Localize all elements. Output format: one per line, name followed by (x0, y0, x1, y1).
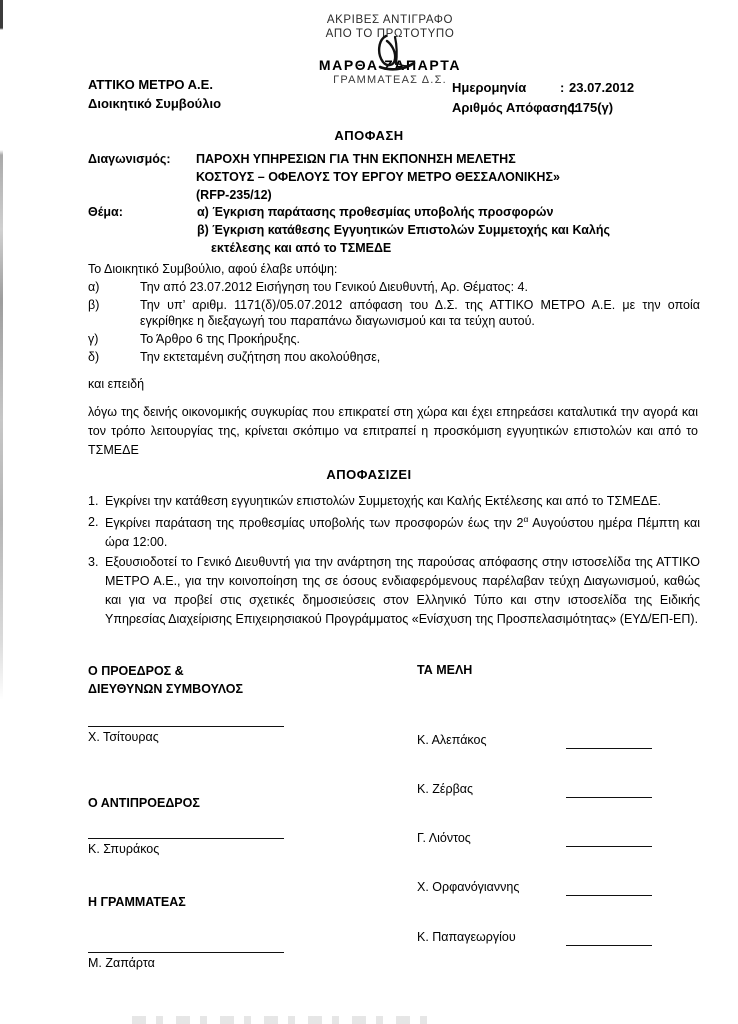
secretary-signature-line (88, 952, 284, 953)
member-signature-line (566, 895, 652, 896)
document-meta-block (452, 78, 634, 117)
decision-item-marker: 2. (88, 514, 99, 529)
theme-row-b (88, 222, 698, 240)
subject-block (88, 151, 698, 258)
preamble-item (88, 349, 700, 366)
member-signature-line (566, 748, 652, 749)
member-row (417, 782, 657, 796)
competition-line-2: ΚΟΣΤΟΥΣ – ΟΦΕΛΟΥΣ ΤΟΥ ΕΡΓΟΥ ΜΕΤΡΟ ΘΕΣΣΑΛΟΝΙΚΗΣ» (196, 169, 560, 184)
page-title: ΑΠΟΦΑΣΗ (334, 128, 404, 143)
date-label: Ημερομηνία (452, 80, 527, 95)
decision-item-text: Εξουσιοδοτεί το Γενικό Διευθυντή για την ανάρτηση της παρούσας απόφασης στην ιστοσελίδα της ΑΤΤΙΚΟ ΜΕΤΡΟ Α.Ε., για την κοινοποίηση της σε όσους ενδιαφερόμενους παρέλαβαν τεύχη Διαγωνισμού, καθώς και για να προβεί στις σχετικές δημοσιεύσεις στον Ελληνικό Τύπο και στην ιστοσελίδα της Ειδικής Υπηρεσίας Διαχείρισης Επιχειρησιακού Προγράμματος «Ενίσχυση της Προσπελασιμότητας» (ΕΥΔ/ΕΠ-ΕΠ). (105, 555, 700, 626)
president-title-line-1: Ο ΠΡΟΕΔΡΟΣ & (88, 664, 184, 678)
decision-item (88, 492, 700, 511)
preamble-list (88, 279, 700, 366)
member-name: Κ. Παπαγεωργίου (417, 930, 516, 944)
preamble-item-text: Την από 23.07.2012 Εισήγηση του Γενικού Διευθυντή, Αρ. Θέματος: 4. (140, 280, 528, 294)
preamble-item-text: Την εκτεταμένη συζήτηση που ακολούθησε, (140, 349, 381, 364)
theme-item-b: β) Έγκριση κατάθεσης Εγγυητικών Επιστολών Συμμετοχής και Καλής (197, 223, 610, 237)
decision-item-text: Εγκρίνει την κατάθεση εγγυητικών επιστολών Συμμετοχής και Καλής Εκτέλεσης και από το ΤΣΜΕΔΕ. (105, 494, 662, 508)
competition-reference: (RFP-235/12) (196, 187, 272, 202)
preamble-item-text: Το Άρθρο 6 της Προκήρυξης. (140, 331, 301, 346)
preamble-item-marker: δ) (88, 349, 100, 364)
theme-row-b-cont (88, 240, 698, 258)
competition-row (88, 151, 698, 169)
member-row (417, 880, 657, 894)
secretary-title: Η ΓΡΑΜΜΑΤΕΑΣ (88, 895, 186, 909)
date-colon: : (560, 80, 565, 95)
preamble-item-marker: α) (88, 280, 100, 294)
stamp-secretary-name: ΜΑΡΘΑ ΖΑΠΑΡΤΑ (318, 57, 462, 74)
theme-row-a (88, 204, 698, 222)
member-row (417, 831, 657, 845)
member-signature-line (566, 797, 652, 798)
decision-item-marker: 1. (88, 494, 99, 508)
vice-president-signature-line (88, 838, 284, 839)
decision-item-text-before: Εγκρίνει παράταση της προθεσμίας υποβολής των προσφορών έως την 2 (105, 515, 524, 530)
member-name: Κ. Ζέρβας (417, 782, 474, 796)
organization-body: Διοικητικό Συμβούλιο (88, 95, 222, 111)
organization-block (88, 76, 221, 114)
president-signature-line (88, 726, 284, 727)
preamble-item-text: Την υπ’ αριθμ. 1171(δ)/05.07.2012 απόφαση του Δ.Σ. της ΑΤΤΙΚΟ ΜΕΤΡΟ Α.Ε. με την οποία εγκρίθηκε η διεξαγωγή του παραπάνω διαγωνισμού και τα τεύχη αυτού. (140, 297, 700, 329)
decision-number-row (452, 98, 634, 118)
members-title: ΤΑ ΜΕΛΗ (417, 663, 473, 677)
preamble-intro: Το Διοικητικό Συμβούλιο, αφού έλαβε υπόψη: (88, 262, 338, 276)
member-signature-line (566, 945, 652, 946)
decision-item-text-composite (105, 513, 700, 552)
decision-item-text-after: Αυγούστου ημέρα Πέμπτη και ώρα 12:00. (105, 515, 700, 549)
resolves-heading: ΑΠΟΦΑΣΙΖΕΙ (326, 467, 412, 482)
member-name: Κ. Αλεπάκος (417, 733, 487, 747)
member-signature-line (566, 846, 652, 847)
competition-label: Διαγωνισμός: (88, 152, 171, 166)
decision-number-label: Αριθμός Απόφασης: (452, 99, 579, 115)
bottom-edge-artifact (132, 1016, 432, 1024)
president-name: Χ. Τσίτουρας (88, 730, 159, 744)
theme-item-b-continuation: εκτέλεσης και από το ΤΣΜΕΔΕ (211, 240, 392, 255)
secretary-name: Μ. Ζαπάρτα (88, 956, 155, 970)
competition-row-2 (88, 169, 698, 187)
member-name: Χ. Ορφανόγιαννης (417, 880, 520, 894)
reasoning-paragraph: λόγω της δεινής οικονομικής συγκυρίας που επικρατεί στη χώρα και έχει επηρεάσει καταλυτικά την αγορά και τον τρόπο λειτουργίας της, κρίνεται σκόπιμο να επιτραπεί η προσκόμιση εγγυητικών επιστολών και από το ΤΣΜΕΔΕ (88, 405, 698, 457)
organization-name: ΑΤΤΙΚΟ ΜΕΤΡΟ Α.Ε. (88, 77, 213, 92)
date-row (452, 78, 634, 98)
competition-ref-row (88, 187, 698, 205)
connector-text: και επειδή (88, 377, 145, 391)
date-value: 23.07.2012 (569, 80, 635, 95)
competition-line-1: ΠΑΡΟΧΗ ΥΠΗΡΕΣΙΩΝ ΓΙΑ ΤΗΝ ΕΚΠΟΝΗΣΗ ΜΕΛΕΤΗΣ (196, 152, 516, 166)
member-row (417, 733, 657, 747)
vice-president-signature-group (88, 838, 288, 856)
stamp-line-1: ΑΚΡΙΒΕΣ ΑΝΤΙΓΡΑΦΟ (326, 14, 454, 26)
stamp-secretary-role: ΓΡΑΜΜΑΤΕΑΣ Δ.Σ. (333, 73, 447, 86)
secretary-signature-group (88, 952, 288, 970)
theme-label: Θέμα: (88, 205, 123, 220)
decision-number-spacer (560, 98, 569, 118)
theme-item-a: α) Έγκριση παράτασης προθεσμίας υποβολής προσφορών (197, 205, 554, 220)
certification-stamp (270, 14, 510, 87)
president-signature-group (88, 726, 288, 744)
scan-edge-artifact (0, 0, 3, 1024)
vice-president-name: Κ. Σπυράκος (88, 842, 160, 856)
decision-item-marker: 3. (88, 555, 99, 570)
vice-president-title: Ο ΑΝΤΙΠΡΟΕΔΡΟΣ (88, 796, 200, 810)
stamp-line-2: ΑΠΟ ΤΟ ΠΡΩΤΟΤΥΠΟ (325, 27, 455, 40)
preamble-item (88, 331, 700, 348)
preamble-item (88, 279, 700, 296)
decision-list (88, 492, 700, 630)
decision-item-superscript: α (523, 513, 529, 524)
president-title (88, 662, 243, 698)
preamble-item-marker: γ) (88, 331, 99, 346)
decision-item (88, 513, 700, 552)
preamble-item (88, 297, 700, 330)
member-name: Γ. Λιόντος (417, 831, 471, 845)
decision-number-value: 1175(γ) (569, 99, 614, 115)
president-title-line-2: ΔΙΕΥΘΥΝΩΝ ΣΥΜΒΟΥΛΟΣ (88, 682, 243, 697)
preamble-item-marker: β) (88, 297, 100, 312)
member-row (417, 930, 657, 944)
decision-item (88, 553, 700, 628)
